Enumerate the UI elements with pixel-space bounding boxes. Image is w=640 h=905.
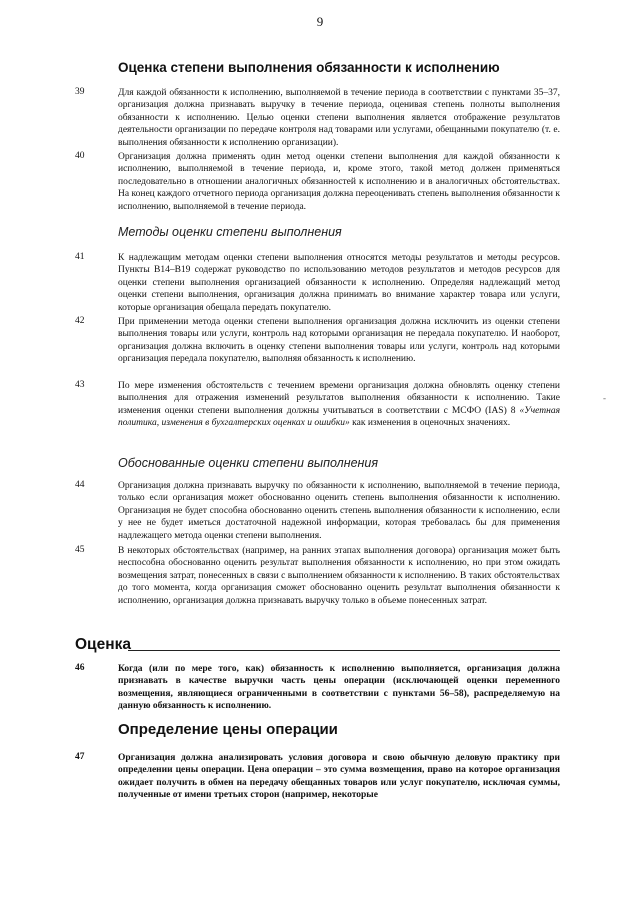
- paragraph-number: 43: [75, 380, 85, 390]
- standard-title-italic: «Учетная политика, изменения в бухгалтерских оценках и ошибки»: [118, 405, 560, 429]
- paragraph-text: Организация должна анализировать условия договора и свою обычную деловую практику при определении цены операции. Цена операции – это сумма возмещения, право на которое организация ожидает получить в обмен на передачу обещанных товаров или услуг покупателю, исключая суммы, полученные от имени третьих сторон (например, некоторые: [118, 753, 560, 801]
- margin-dash: -: [603, 393, 606, 403]
- paragraph-39: [75, 87, 560, 149]
- paragraph-text: При применении метода оценки степени выполнения организация должна исключить из оценки степени выполнения товары или услуги, контроль над которыми организация не передала покупателю. И наоборот, организация должна включить в оценку степени выполнения товары или услуги, контроль над которыми организация передала покупателю, выполняя обязанность к исполнению.: [118, 317, 560, 365]
- paragraph-44: [75, 480, 560, 542]
- page-number: 9: [316, 14, 324, 29]
- paragraph-number: 46: [75, 663, 85, 673]
- section-heading-progress: Оценка степени выполнения обязанности к исполнению: [118, 60, 500, 75]
- paragraph-text-part: как изменения в оценочных значениях.: [349, 418, 511, 429]
- section-heading-methods: Методы оценки степени выполнения: [118, 225, 342, 239]
- paragraph-text: К надлежащим методам оценки степени выполнения относятся методы результатов и методы ресурсов. Пункты B14–B19 содержат руководство по использованию методов результатов и методов ресурсов для оценки степени выполнения организацией обязанности к исполнению. Определяя надлежащий метод оценки степени выполнения, организация должна принимать во внимание характер товара или услуги, которые организация обещала передать покупателю.: [118, 253, 560, 313]
- paragraph-42: [75, 316, 560, 366]
- section-heading-transaction-price: Определение цены операции: [118, 721, 338, 738]
- paragraph-text: В некоторых обстоятельствах (например, на ранних этапах выполнения договора) организация может быть неспособна обоснованно оценить результат выполнения обязанности к исполнению, но при этом ожидать возмещения затрат, понесенных в связи с выполнением обязанности к исполнению. В таких обстоятельствах до того момента, когда организация сможет обоснованно оценить результат выполнения обязанности к исполнению, организация должна признавать выручку только в объеме понесенных затрат.: [118, 546, 560, 606]
- paragraph-number: 44: [75, 480, 85, 490]
- section-heading-measurement: Оценка: [75, 636, 131, 653]
- paragraph-43: [75, 380, 560, 430]
- paragraph-number: 42: [75, 316, 85, 326]
- paragraph-40: [75, 151, 560, 213]
- paragraph-46: [75, 663, 560, 713]
- section-heading-reasonable: Обоснованные оценки степени выполнения: [118, 456, 379, 470]
- paragraph-text: Когда (или по мере того, как) обязанность к исполнению выполняется, организация должна признавать в качестве выручки часть цены операции (исключающей оценки переменного возмещения, являющиеся ограниченными в соответствии с пунктами 56–58), распределяемую на данную обязанность к исполнению.: [118, 664, 560, 712]
- paragraph-text: Организация должна признавать выручку по обязанности к исполнению, выполняемой в течение периода, только если организация может обоснованно оценить степень выполнения обязанности к исполнению. Организация не будет способна обоснованно оценить степень выполнения обязанности к исполнению, если у нее не будет иметься достаточной надежной информации, которая требовалась бы для применения надлежащего метода оценки степени выполнения.: [118, 481, 560, 541]
- paragraph-45: [75, 545, 560, 607]
- paragraph-text: Для каждой обязанности к исполнению, выполняемой в течение периода в соответствии с пунктами 35–37, организация должна признавать выручку в течение периода, оценивая степень полноты выполнения обязанности к исполнению. Целью оценки степени выполнения является отображение результатов деятельности организации по передаче контроля над товарами или услугами, обещанными покупателю (т. е. выполнения обязанности к исполнению организации).: [118, 88, 560, 148]
- paragraph-number: 45: [75, 545, 85, 555]
- paragraph-47: [75, 752, 560, 802]
- paragraph-number: 39: [75, 87, 85, 97]
- paragraph-text: [118, 380, 560, 430]
- paragraph-41: [75, 252, 560, 314]
- paragraph-text-part: По мере изменения обстоятельств с течением времени организация должна обновлять оценку степени выполнения для отражения изменений результатов выполнения обязанности к исполнению. Такие изменения оценки степени выполнения должны учитываться в соответствии с МСФО (IAS) 8: [118, 381, 560, 416]
- paragraph-number: 41: [75, 252, 85, 262]
- paragraph-text: Организация должна применять один метод оценки степени выполнения для каждой обязанности к исполнению, выполняемой в течение периода, и, кроме этого, такой метод должен применяться последовательно в отношении аналогичных обязанностей к исполнению и в аналогичных обстоятельствах. На конец каждого отчетного периода организация должна переоценивать степень выполнения обязанности к исполнению, выполняемой в течение периода.: [118, 152, 560, 212]
- heading-rule: [128, 650, 560, 651]
- paragraph-number: 40: [75, 151, 85, 161]
- paragraph-number: 47: [75, 752, 85, 762]
